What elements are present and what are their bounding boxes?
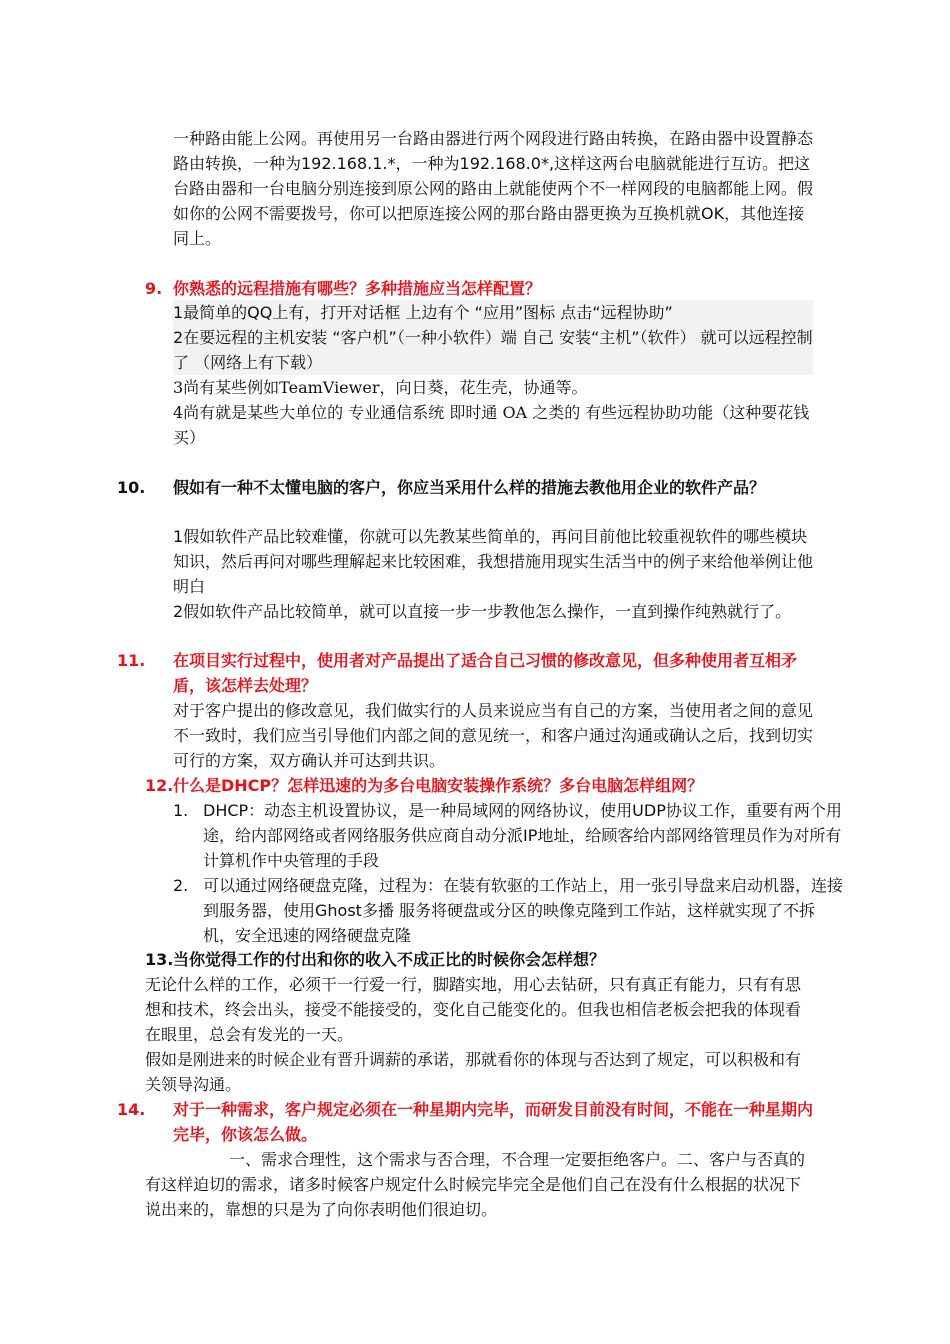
answer-10 xyxy=(173,524,813,624)
question-11 xyxy=(117,648,815,698)
question-10-number: 10. xyxy=(117,478,146,497)
answer-10-item-2: 2假如软件产品比较简单，就可以直接一步一步教他怎么操作，一直到操作纯熟就行了。 xyxy=(173,602,792,621)
answer-12-list-item-2 xyxy=(173,873,845,948)
question-14 xyxy=(117,1097,815,1147)
answer-9-item-1: 1最简单的QQ上有，打开对话框 上边有个 “应用”图标 点击“远程协助” xyxy=(173,300,813,325)
question-12-number: 12. xyxy=(145,776,174,795)
question-14-number: 14. xyxy=(117,1100,146,1119)
answer-12-list-item-1 xyxy=(173,798,845,873)
question-9-number: 9. xyxy=(145,279,163,298)
answer-9-item-3: 3尚有某些例如TeamViewer，向日葵，花生壳，协通等。 xyxy=(173,378,588,397)
list-text: DHCP：动态主机设置协议，是一种局域网的网络协议，使用UDP协议工作，重要有两个用途，给内部网络或者网络服务供应商自动分派IP地址，给顾客给内部网络管理员作为对所有计算机作中央管理的手段 xyxy=(203,801,842,870)
question-13 xyxy=(145,947,815,972)
question-10 xyxy=(117,475,815,500)
answer-13 xyxy=(145,972,815,1097)
answer-11-text: 对于客户提出的修改意见，我们做实行的人员来说应当有自己的方案，当使用者之间的意见不一致时，我们应当引导他们内部之间的意见统一，和客户通过沟通或确认之后，找到切实可行的方案，双方确认并可达到共识。 xyxy=(173,701,814,770)
answer-11 xyxy=(173,698,813,773)
question-13-number: 13. xyxy=(145,950,174,969)
intro-text: 一种路由能上公网。再使用另一台路由器进行两个网段进行路由转换，在路由器中设置静态路由转换，一种为192.168.1.*，一种为192.168.0*,这样这两台电脑就能进行互访。把这台路由器和一台电脑分别连接到原公网的路由上就能使两个不一样网段的电脑都能上网。假如你的公网不需要拨号，你可以把原连接公网的那台路由器更换为互换机就OK，其他连接同上。 xyxy=(173,129,814,248)
question-12 xyxy=(145,773,815,798)
answer-9 xyxy=(173,300,813,450)
answer-13-paragraph-1: 无论什么样的工作，必须干一行爱一行，脚踏实地，用心去钻研，只有真正有能力，只有有思想和技术，终会出头，接受不能接受的，变化自己能变化的。但我也相信老板会把我的体现看在眼里，总会有发光的一天。 xyxy=(145,975,802,1044)
list-number: 1. xyxy=(173,801,189,820)
question-10-title: 假如有一种不太懂电脑的客户，你应当采用什么样的措施去教他用企业的软件产品？ xyxy=(173,478,766,497)
answer-14 xyxy=(145,1147,815,1222)
answer-9-item-4: 4尚有就是某些大单位的 专业通信系统 即时通 OA 之类的 有些远程协助功能（这种要花钱买） xyxy=(173,403,810,447)
question-13-title: 当你觉得工作的付出和你的收入不成正比的时候你会怎样想？ xyxy=(173,950,606,969)
question-14-title: 对于一种需求，客户规定必须在一种星期内完毕，而研发目前没有时间，不能在一种星期内完毕，你该怎么做。 xyxy=(173,1100,814,1144)
list-text: 可以通过网络硬盘克隆，过程为：在装有软驱的工作站上，用一张引导盘来启动机器，连接到服务器，使用Ghost多播 服务将硬盘或分区的映像克隆到工作站，这样就实现了不拆机，安全迅速的网络硬盘克隆 xyxy=(203,876,844,945)
question-11-title: 在项目实行过程中，使用者对产品提出了适合自己习惯的修改意见，但多种使用者互相矛盾，该怎样去处理？ xyxy=(173,651,798,695)
list-number: 2. xyxy=(173,876,189,895)
answer-9-item-2: 2在要远程的主机安装 “客户机”（一种小软件）端 自己 安装“主机”（软件） 就可以远程控制了 （网络上有下载） xyxy=(173,325,813,375)
answer-13-paragraph-2: 假如是刚进来的时候企业有晋升调薪的承诺，那就看你的体现与否达到了规定，可以积极和有关领导沟通。 xyxy=(145,1050,802,1094)
answer-10-item-1: 1假如软件产品比较难懂，你就可以先教某些简单的，再问目前他比较重视软件的哪些模块知识，然后再问对哪些理解起来比较困难，我想措施用现实生活当中的例子来给他举例让他明白 xyxy=(173,527,814,596)
answer-14-text: 一、需求合理性，这个需求与否合理，不合理一定要拒绝客户。二、客户与否真的有这样迫切的需求，诸多时候客户规定什么时候完毕完全是他们自己在没有什么根据的状况下说出来的，靠想的只是为了向你表明他们很迫切。 xyxy=(145,1150,806,1219)
question-12-title: 什么是DHCP？怎样迅速的为多台电脑安装操作系统？多台电脑怎样组网？ xyxy=(173,776,704,795)
question-11-number: 11. xyxy=(117,651,146,670)
question-9-title: 你熟悉的远程措施有哪些？多种措施应当怎样配置？ xyxy=(173,279,542,298)
question-9 xyxy=(145,276,815,301)
intro-paragraph xyxy=(173,126,813,251)
